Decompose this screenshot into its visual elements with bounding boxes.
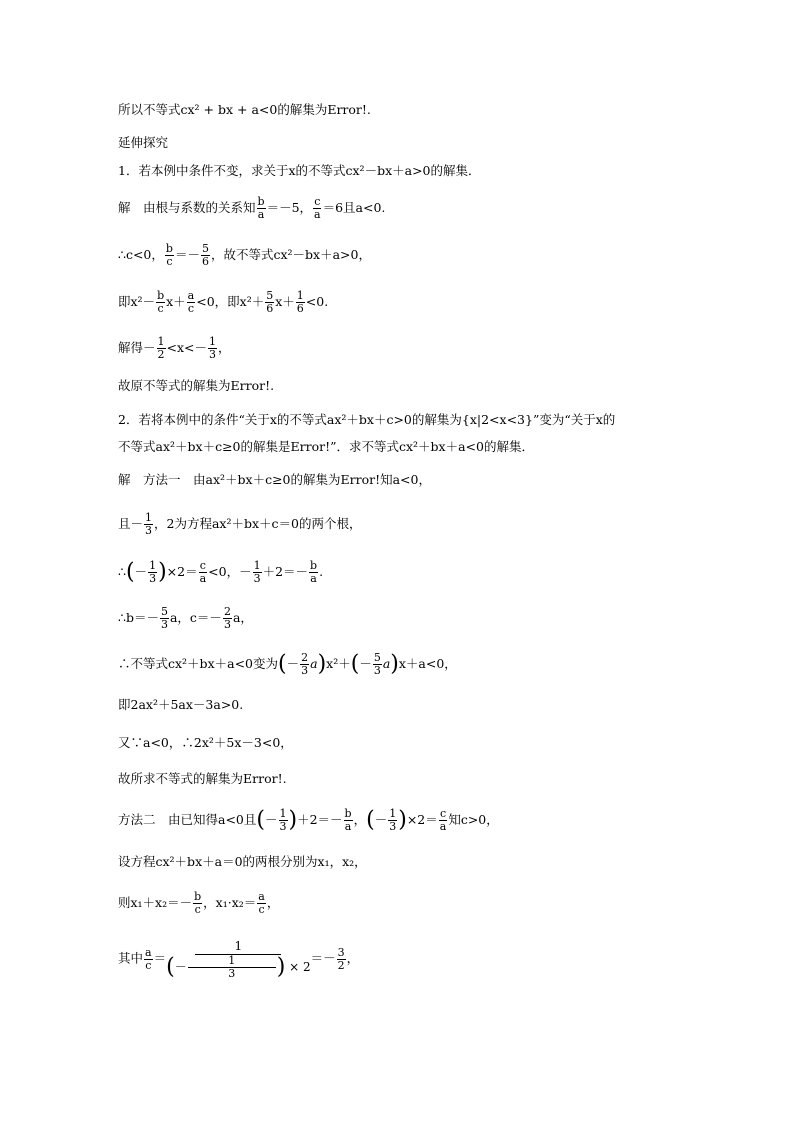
text: ＝6且a<0. [322, 200, 386, 215]
fraction-two-three: $\frac{2}{3}$ [223, 605, 231, 631]
fraction-five-three: $\frac{5}{3}$ [160, 605, 168, 631]
line-method-2b: 设方程cx²＋bx＋a＝0的两根分别为x₁，x₂， [118, 854, 367, 869]
fraction-compound: 1 (－ $\frac{1}{3}$ ) × 2 [166, 939, 311, 980]
line-1: 所以不等式cx² + bx + a<0的解集为Error!. [118, 102, 371, 117]
fraction-one-two: $\frac{1}{2}$ [157, 335, 165, 361]
fraction-one-three: $\frac{1}{3}$ [188, 955, 276, 980]
fraction-one-three: $\frac{1}{3}$ [389, 807, 397, 833]
line-solution-1a [118, 196, 385, 221]
fraction-one-three: $\frac{1}{3}$ [209, 335, 217, 361]
fraction-b-over-a: $\frac{b}{a}$ [344, 807, 352, 833]
line-method-1b: 且－ $\frac{1}{3}$ ，2为方程ax²＋bx＋c＝0的两个根， [118, 511, 362, 537]
fraction-c-over-a: $\frac{c}{a}$ [199, 559, 207, 585]
fraction-a-over-c: $\frac{a}{c}$ [145, 945, 152, 972]
fraction-a-over-c: $\frac{a}{c}$ [258, 890, 265, 916]
fraction-five-three: $\frac{5}{3}$ [373, 651, 381, 677]
fraction-c-over-a: $\frac{c}{a}$ [314, 195, 321, 221]
fraction-b-over-c: $\frac{b}{c}$ [194, 890, 202, 916]
fraction-b-over-c: $\frac{b}{c}$ [157, 289, 165, 315]
text: ＝－5， [266, 200, 313, 215]
line-solution-1e: 故原不等式的解集为Error!. [118, 378, 275, 393]
fraction-one-three: $\frac{1}{3}$ [253, 559, 261, 585]
fraction-c-over-a: $\frac{c}{a}$ [439, 807, 447, 833]
line-method-1f: 即2ax²＋5ax－3a>0. [118, 697, 244, 712]
question-2-line-1: 2．若将本例中的条件“关于x的不等式ax²＋bx＋c>0的解集为{x|2<x<3}”变为“关于x的 [118, 412, 616, 427]
fraction-b-over-c: $\frac{b}{c}$ [165, 242, 173, 268]
question-2-line-2: 不等式ax²＋bx＋c≥0的解集是Error!”．求不等式cx²＋bx＋a<0的解集． [118, 439, 534, 454]
fraction-five-six: $\frac{5}{6}$ [201, 242, 209, 268]
line-method-1e: ∴不等式cx²＋bx＋a<0变为(－ $\frac{2}{3}$ a)x²＋(－ $\frac{5}{3}$ a)x＋a<0， [118, 651, 457, 677]
line-solution-1d: 解得－ $\frac{1}{2}$ <x<－ $\frac{1}{3}$ ， [118, 335, 231, 361]
line-method-1h: 故所求不等式的解集为Error!. [118, 771, 287, 786]
fraction-three-two: $\frac{3}{2}$ [337, 945, 345, 972]
fraction-a-over-c: $\frac{a}{c}$ [187, 289, 195, 315]
line-method-1c: ∴(－ $\frac{1}{3}$ )×2＝ $\frac{c}{a}$ <0，－ $\frac{1}{3}$ ＋2＝－ $\frac{b}{a}$ . [118, 559, 324, 585]
fraction-b-over-a: $\frac{b}{a}$ [310, 559, 318, 585]
fraction-one-three: $\frac{1}{3}$ [145, 511, 153, 537]
line-method-1a: 解 方法一 由ax²＋bx＋c≥0的解集为Error!知a<0， [118, 472, 431, 487]
line-method-2d: 其中 $\frac{a}{c}$ ＝ 1 (－ $\frac{1}{3}$ ) × 2 ＝－ $\frac{3}{2}$ ， [118, 939, 360, 980]
fraction-two-three: $\frac{2}{3}$ [301, 651, 309, 677]
line-solution-1b: ∴c<0， $\frac{b}{c}$ ＝－ $\frac{5}{6}$ ，故不等式cx²－bx＋a>0， [118, 242, 371, 268]
fraction-one-three: $\frac{1}{3}$ [149, 559, 157, 585]
section-heading-extension: 延伸探究 [118, 135, 169, 150]
line-method-1d: ∴b＝－ $\frac{5}{3}$ a，c＝－ $\frac{2}{3}$ a， [118, 605, 253, 631]
line-method-2a: 方法二 由已知得a<0且(－ $\frac{1}{3}$ )＋2＝－ $\frac{b}{a}$ ，(－ $\frac{1}{3}$ )×2＝ $\frac{c}{a}$ 知c>0， [118, 807, 499, 833]
line-method-2c: 则x₁＋x₂＝－ $\frac{b}{c}$ ，x₁·x₂＝ $\frac{a}{c}$ ， [118, 890, 280, 916]
text: 解 由根与系数的关系知 [118, 200, 256, 215]
question-1: 1．若本例中条件不变，求关于x的不等式cx²－bx＋a>0的解集． [118, 163, 481, 178]
line-method-1g: 又∵a<0，∴2x²＋5x－3<0， [118, 735, 293, 750]
fraction-five-six: $\frac{5}{6}$ [266, 289, 274, 315]
fraction-one-six: $\frac{1}{6}$ [296, 289, 304, 315]
line-solution-1c: 即x²－ $\frac{b}{c}$ x＋ $\frac{a}{c}$ <0，即x²＋ $\frac{5}{6}$ x＋ $\frac{1}{6}$ <0. [118, 289, 329, 315]
fraction-b-over-a: $\frac{b}{a}$ [257, 195, 265, 221]
fraction-one-three: $\frac{1}{3}$ [279, 807, 287, 833]
